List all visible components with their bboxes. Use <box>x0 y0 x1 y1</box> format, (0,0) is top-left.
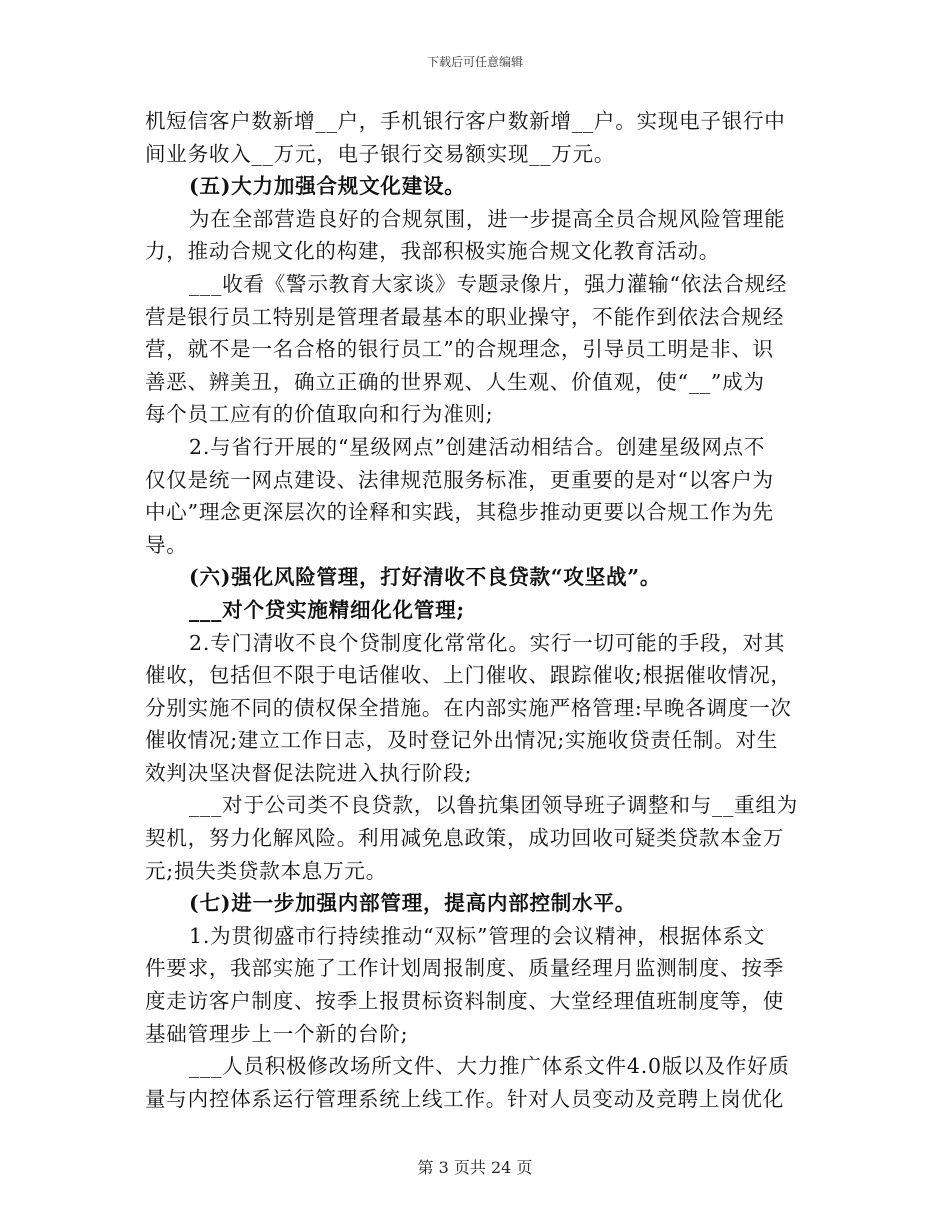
text-line: 效判决坚决督促法院进入执行阶段; <box>145 760 473 785</box>
text-line: (五)大力加强合规文化建设。 <box>189 174 466 199</box>
text-line: 力，推动合规文化的构建，我部积极实施合规文化教育活动。 <box>145 239 721 264</box>
text-line: 为在全部营造良好的合规氛围，进一步提高全员合规风险管理能 <box>189 206 786 231</box>
text-line: 2.专门清收不良个贷制度化常常化。实行一切可能的手段，对其 <box>189 630 786 655</box>
document-body <box>145 105 805 1115</box>
text-line: 每个员工应有的价值取向和行为准则; <box>145 402 494 427</box>
text-line: 度走访客户制度、按季上报贯标资料制度、大堂经理值班制度等，使 <box>145 989 784 1014</box>
section-heading <box>145 887 805 920</box>
text-line: 导。 <box>145 532 188 557</box>
text-line: ___对个贷实施精细化化管理; <box>189 597 465 622</box>
text-line: (六)强化风险管理，打好清收不良贷款“攻坚战”。 <box>189 565 662 590</box>
text-line: 营是银行员工特别是管理者最基本的职业操守，不能作到依法合规经 <box>145 304 784 329</box>
text-line: 营，就不是一名合格的银行员工”的合规理念，引导员工明是非、识 <box>145 337 774 362</box>
paragraph <box>145 203 805 268</box>
page-footer: 第 3 页共 24 页 <box>417 1158 533 1177</box>
text-line: 善恶、辨美丑，确立正确的世界观、人生观、价值观，使“__”成为 <box>145 369 765 394</box>
text-line: 分别实施不同的债权保全措施。在内部实施严格管理:早晚各调度一次 <box>145 695 792 720</box>
text-line: 契机，努力化解风险。利用减免息政策，成功回收可疑类贷款本金万 <box>145 826 784 851</box>
text-line: 元;损失类贷款本息万元。 <box>145 858 388 883</box>
paragraph <box>145 1050 805 1115</box>
paragraph <box>145 105 805 170</box>
text-line: 1.为贯彻盛市行持续推动“双标”管理的会议精神，根据体系文 <box>189 923 766 948</box>
text-line: (七)进一步加强内部管理，提高内部控制水平。 <box>189 891 636 916</box>
text-line: 催收，包括但不限于电话催收、上门催收、跟踪催收;根据催收情况， <box>145 663 792 688</box>
paragraph <box>145 431 805 561</box>
section-heading <box>145 170 805 203</box>
text-line: ___对于公司类不良贷款，以鲁抗集团领导班子调整和与__重组为 <box>189 793 799 818</box>
text-line: 中心”理念更深层次的诠释和实践，其稳步推动更要以合规工作为先 <box>145 500 774 525</box>
paragraph <box>145 268 805 431</box>
text-line: 2.与省行开展的“星级网点”创建活动相结合。创建星级网点不 <box>189 434 766 459</box>
paragraph <box>145 789 805 887</box>
text-line: 催收情况;建立工作日志，及时登记外出情况;实施收贷责任制。对生 <box>145 728 779 753</box>
text-line: 仅仅是统一网点建设、法律规范服务标准，更重要的是对“以客户为 <box>145 467 774 492</box>
paragraph <box>145 627 805 790</box>
text-line: ___收看《警示教育大家谈》专题录像片，强力灌输“依法合规经 <box>189 271 788 296</box>
paragraph <box>145 920 805 1050</box>
section-heading <box>145 594 805 627</box>
text-line: 件要求，我部实施了工作计划周报制度、质量经理月监测制度、按季 <box>145 956 784 981</box>
text-line: 量与内控体系运行管理系统上线工作。针对人员变动及竞聘上岗优化 <box>145 1086 784 1111</box>
text-line: 间业务收入__万元，电子银行交易额实现__万元。 <box>145 141 616 166</box>
text-line: 机短信客户数新增__户，手机银行客户数新增__户。实现电子银行中 <box>145 109 786 133</box>
text-line: 基础管理步上一个新的台阶; <box>145 1021 409 1046</box>
section-heading <box>145 561 805 594</box>
text-line: ___人员积极修改场所文件、大力推广体系文件4.0版以及作好质 <box>189 1054 790 1079</box>
page-header: 下载后可任意编辑 <box>426 55 523 69</box>
